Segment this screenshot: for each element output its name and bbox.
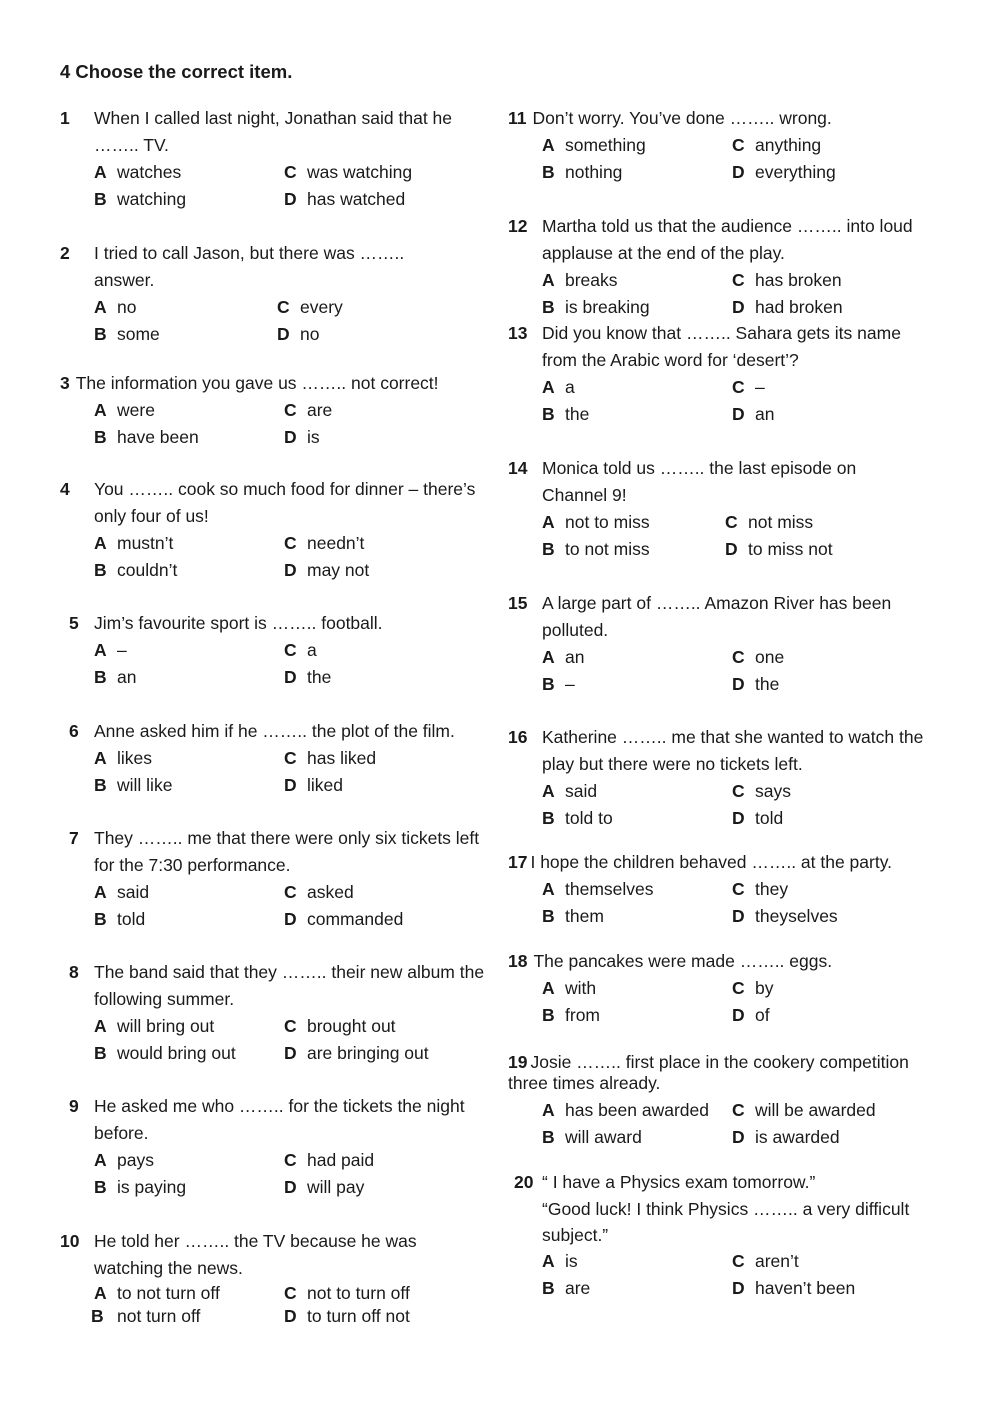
question-number: 9: [69, 1096, 79, 1116]
option-c[interactable]: C has broken: [732, 270, 842, 290]
option-a[interactable]: A no: [94, 297, 137, 317]
question-19: [508, 1052, 938, 1151]
option-c[interactable]: C aren’t: [732, 1251, 799, 1271]
question-10: [60, 1228, 480, 1328]
question-stem: Katherine …….. me that she wanted to watch the play but there were no tickets left.: [542, 727, 924, 774]
question-7: [69, 825, 499, 933]
question-number: 11: [508, 108, 527, 128]
option-a[interactable]: A mustn’t: [94, 533, 174, 553]
option-b[interactable]: B nothing: [542, 162, 623, 182]
question-number: 1: [60, 108, 70, 128]
question-stem: A large part of …….. Amazon River has been polluted.: [542, 593, 892, 640]
question-8: [69, 959, 489, 1067]
option-a[interactable]: A –: [94, 640, 127, 660]
option-b[interactable]: B not turn off: [91, 1306, 201, 1326]
question-9: [69, 1093, 494, 1201]
option-b[interactable]: B have been: [94, 427, 199, 447]
option-b[interactable]: B told to: [542, 808, 613, 828]
question-stem: He asked me who …….. for the tickets the night before.: [94, 1096, 465, 1143]
question-18: [508, 948, 948, 1029]
question-number: 16: [508, 727, 528, 747]
option-d[interactable]: D is: [284, 427, 320, 447]
option-c[interactable]: C one: [732, 647, 785, 667]
option-b[interactable]: B is breaking: [542, 297, 650, 317]
question-5: [69, 610, 509, 691]
option-d[interactable]: D the: [284, 667, 332, 687]
question-stem: I hope the children behaved …….. at the party.: [530, 852, 893, 872]
question-stem: Martha told us that the audience …….. into loud applause at the end of the play.: [542, 216, 913, 263]
option-a[interactable]: A said: [94, 882, 150, 902]
option-b[interactable]: B from: [542, 1005, 600, 1025]
question-number: 4: [60, 479, 70, 499]
question-stem: Jim’s favourite sport is …….. football.: [94, 613, 383, 633]
question-number: 6: [69, 721, 79, 741]
question-number: 13: [508, 323, 528, 343]
option-d[interactable]: D are bringing out: [284, 1043, 429, 1063]
question-stem: The information you gave us …….. not correct!: [75, 373, 439, 393]
option-c[interactable]: C are: [284, 400, 333, 420]
option-a[interactable]: A is: [542, 1251, 578, 1271]
exercise-heading: 4 Choose the correct item.: [60, 61, 293, 82]
question-stem: The band said that they …….. their new album the following summer.: [94, 962, 485, 1009]
option-d[interactable]: D to turn off not: [284, 1306, 410, 1326]
option-b[interactable]: B told: [94, 909, 146, 929]
option-a[interactable]: A has been awarded: [542, 1100, 709, 1120]
question-16: [508, 724, 928, 832]
question-number: 8: [69, 962, 79, 982]
question-14: [508, 455, 908, 563]
option-a[interactable]: A will bring out: [94, 1016, 215, 1036]
question-number: 20: [514, 1172, 534, 1192]
question-number: 15: [508, 593, 528, 613]
question-number: 3: [60, 373, 70, 393]
option-c[interactable]: C was watching: [284, 162, 413, 182]
question-stem: When I called last night, Jonathan said that he …….. TV.: [94, 108, 453, 155]
question-stem-line-2: “Good luck! I think Physics …….. a very difficult subject.”: [542, 1199, 910, 1245]
question-20: [508, 1169, 938, 1302]
option-a[interactable]: A a: [542, 377, 575, 397]
option-d[interactable]: D to miss not: [725, 539, 833, 559]
option-a[interactable]: A something: [542, 135, 646, 155]
option-d[interactable]: D has watched: [284, 189, 406, 209]
question-number: 18: [508, 951, 528, 971]
option-b[interactable]: B some: [94, 324, 160, 344]
option-c[interactable]: C asked: [284, 882, 354, 902]
option-c[interactable]: C needn’t: [284, 533, 365, 553]
question-4: [60, 476, 500, 584]
option-a[interactable]: A an: [542, 647, 585, 667]
option-d[interactable]: D of: [732, 1005, 770, 1025]
question-stem: I tried to call Jason, but there was …….. answer.: [94, 243, 405, 290]
option-a[interactable]: A with: [542, 978, 597, 998]
option-c[interactable]: C –: [732, 377, 765, 397]
question-stem: He told her …….. the TV because he was watching the news.: [94, 1231, 417, 1278]
question-number: 12: [508, 216, 528, 236]
question-3: [60, 370, 500, 451]
option-d[interactable]: D an: [732, 404, 775, 424]
question-17: [508, 849, 948, 930]
question-stem: The pancakes were made …….. eggs.: [533, 951, 833, 971]
option-a[interactable]: A not to miss: [542, 512, 650, 532]
option-d[interactable]: D is awarded: [732, 1127, 840, 1147]
option-c[interactable]: C brought out: [284, 1016, 396, 1036]
question-13: [508, 320, 928, 428]
option-d[interactable]: D liked: [284, 775, 343, 795]
option-c[interactable]: C anything: [732, 135, 822, 155]
question-12: [508, 213, 938, 321]
option-c[interactable]: C not to turn off: [284, 1283, 410, 1303]
option-b[interactable]: B are: [542, 1278, 591, 1298]
option-d[interactable]: D haven’t been: [732, 1278, 856, 1298]
option-a[interactable]: A likes: [94, 748, 153, 768]
option-d[interactable]: D told: [732, 808, 784, 828]
option-a[interactable]: A were: [94, 400, 155, 420]
option-c[interactable]: C not miss: [725, 512, 814, 532]
question-number: 5: [69, 613, 79, 633]
option-d[interactable]: D everything: [732, 162, 836, 182]
option-d[interactable]: D may not: [284, 560, 370, 580]
question-number: 17: [508, 852, 528, 872]
question-2: [60, 240, 460, 348]
question-stem: You …….. cook so much food for dinner – there’s only four of us!: [94, 479, 476, 526]
option-c[interactable]: C had paid: [284, 1150, 375, 1170]
option-a[interactable]: A breaks: [542, 270, 618, 290]
option-d[interactable]: D will pay: [284, 1177, 365, 1197]
option-b[interactable]: B an: [94, 667, 137, 687]
option-c[interactable]: C has liked: [284, 748, 377, 768]
question-stem: Josie …….. first place in the cookery competition three times already.: [508, 1052, 909, 1093]
option-c[interactable]: C they: [732, 879, 789, 899]
question-number: 14: [508, 458, 528, 478]
option-a[interactable]: A pays: [94, 1150, 154, 1170]
option-a[interactable]: A watches: [94, 162, 182, 182]
option-b[interactable]: B to not miss: [542, 539, 650, 559]
option-b[interactable]: B will award: [542, 1127, 642, 1147]
question-6: [69, 718, 509, 799]
option-c[interactable]: C a: [284, 640, 317, 660]
option-a[interactable]: A themselves: [542, 879, 654, 899]
question-11: [508, 105, 948, 186]
option-c[interactable]: C says: [732, 781, 791, 801]
question-15: [508, 590, 928, 698]
question-number: 7: [69, 828, 79, 848]
option-c[interactable]: C will be awarded: [732, 1100, 876, 1120]
option-d[interactable]: D no: [277, 324, 320, 344]
question-stem: Monica told us …….. the last episode on Channel 9!: [542, 458, 857, 505]
question-stem: They …….. me that there were only six tickets left for the 7:30 performance.: [94, 828, 480, 875]
question-stem: Did you know that …….. Sahara gets its name from the Arabic word for ‘desert’?: [542, 323, 901, 370]
option-c[interactable]: C every: [277, 297, 343, 317]
option-a[interactable]: A to not turn off: [94, 1283, 220, 1303]
option-b[interactable]: B will like: [94, 775, 173, 795]
option-b[interactable]: B would bring out: [94, 1043, 236, 1063]
option-a[interactable]: A said: [542, 781, 598, 801]
option-b[interactable]: B is paying: [94, 1177, 187, 1197]
question-number: 19: [508, 1052, 528, 1072]
option-d[interactable]: D the: [732, 674, 780, 694]
question-number: 10: [60, 1231, 80, 1251]
option-b[interactable]: B watching: [94, 189, 187, 209]
option-b[interactable]: B –: [542, 674, 575, 694]
option-b[interactable]: B couldn’t: [94, 560, 178, 580]
option-b[interactable]: B the: [542, 404, 590, 424]
question-stem: Don’t worry. You’ve done …….. wrong.: [532, 108, 832, 128]
question-1: [60, 105, 500, 213]
question-stem-line-1: “ I have a Physics exam tomorrow.”: [542, 1172, 816, 1192]
question-number: 2: [60, 243, 70, 263]
option-d[interactable]: D had broken: [732, 297, 843, 317]
option-b[interactable]: B them: [542, 906, 604, 926]
option-c[interactable]: C by: [732, 978, 774, 998]
option-d[interactable]: D commanded: [284, 909, 404, 929]
question-stem: Anne asked him if he …….. the plot of the film.: [94, 721, 455, 741]
option-d[interactable]: D theyselves: [732, 906, 838, 926]
